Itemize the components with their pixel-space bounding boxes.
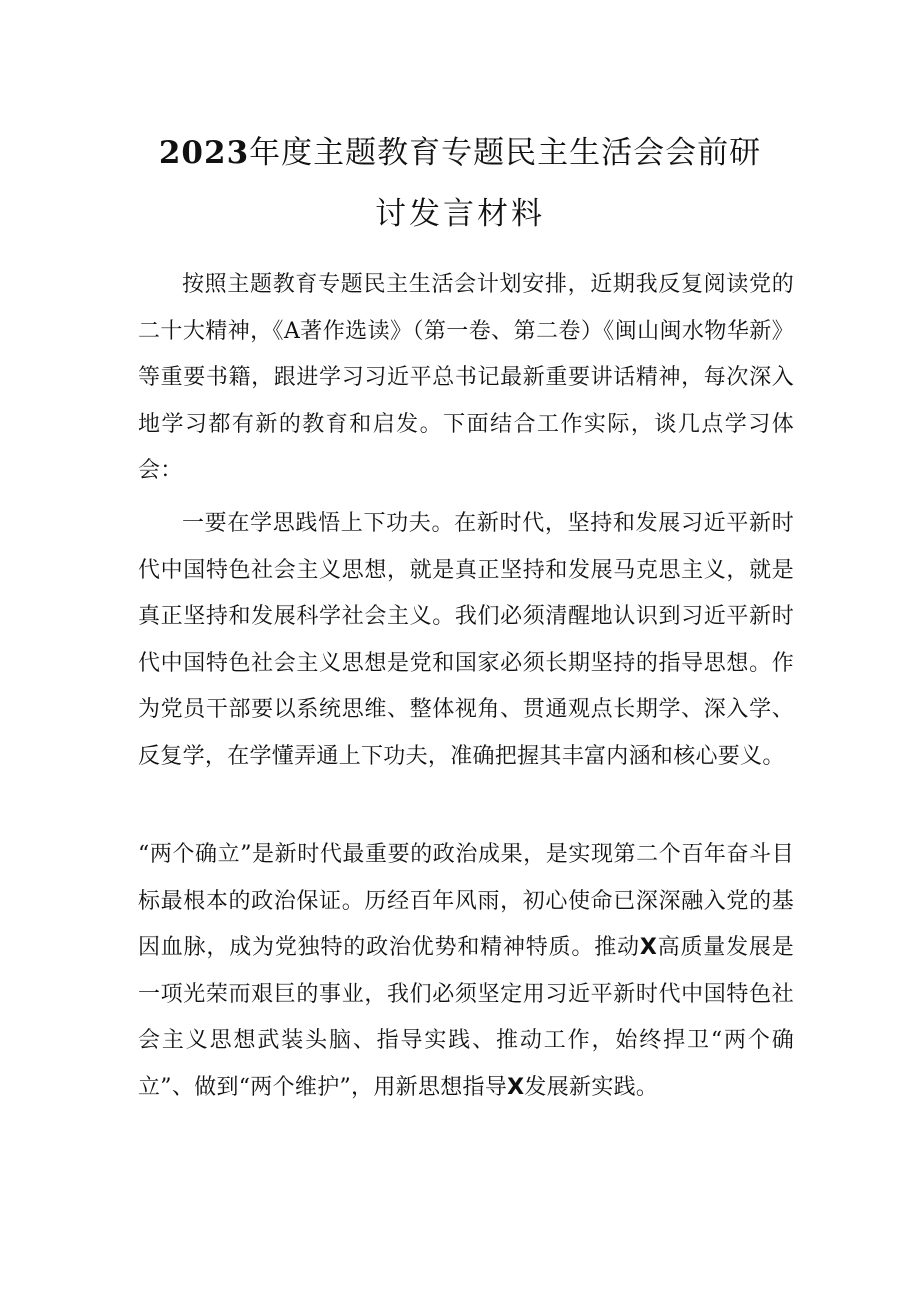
paragraph-3-part-1: “两个确立”是新时代最重要的政治成果，是实现第二个百年奋斗目标最根本的政治保证。历经百年风雨，初心使命已深深融入党的基因血脉，成为党独特的政治优势和精神特质。推动 [138,842,794,960]
paragraph-intro: 按照主题教育专题民主生活会计划安排，近期我反复阅读党的二十大精神，《A著作选读》（第一卷、第二卷）《闽山闽水物华新》等重要书籍，跟进学习习近平总书记最新重要讲话精神，每次深入地学习都有新的教育和启发。下面结合工作实际，谈几点学习体会： [138,272,794,483]
paragraph-3-part-3: 发展新实践。 [524,1074,659,1100]
document-title-line-1 [60,127,860,172]
placeholder-x-1: X [639,935,658,960]
paragraph-3-part-2: 高质量发展是一项光荣而艰巨的事业，我们必须坚定用习近平新时代中国特色社会主义思想武装头脑、指导实践、推动工作，始终捍卫“两个确立”、做到“两个维护”，用新思想指导 [138,935,794,1100]
placeholder-x-2: X [507,1074,525,1100]
document-title-line-2: 讨发言材料 [375,196,545,232]
title-year: 2023 [158,135,250,171]
paragraph-study-practice: 一要在学思践悟上下功夫。在新时代，坚持和发展习近平新时代中国特色社会主义思想，就是真正坚持和发展马克思主义，就是真正坚持和发展科学社会主义。我们必须清醒地认识到习近平新时代中国特色社会主义思想是党和国家必须长期坚持的指导思想。作为党员干部要以系统思维、整体视角、贯通观点长期学、深入学、反复学，在学懂弄通上下功夫，准确把握其丰富内涵和核心要义。 [138,511,794,769]
paragraph-two-establishments [138,832,794,1111]
title-line-1-text: 年度主题教育专题民主生活会会前研 [249,135,762,171]
